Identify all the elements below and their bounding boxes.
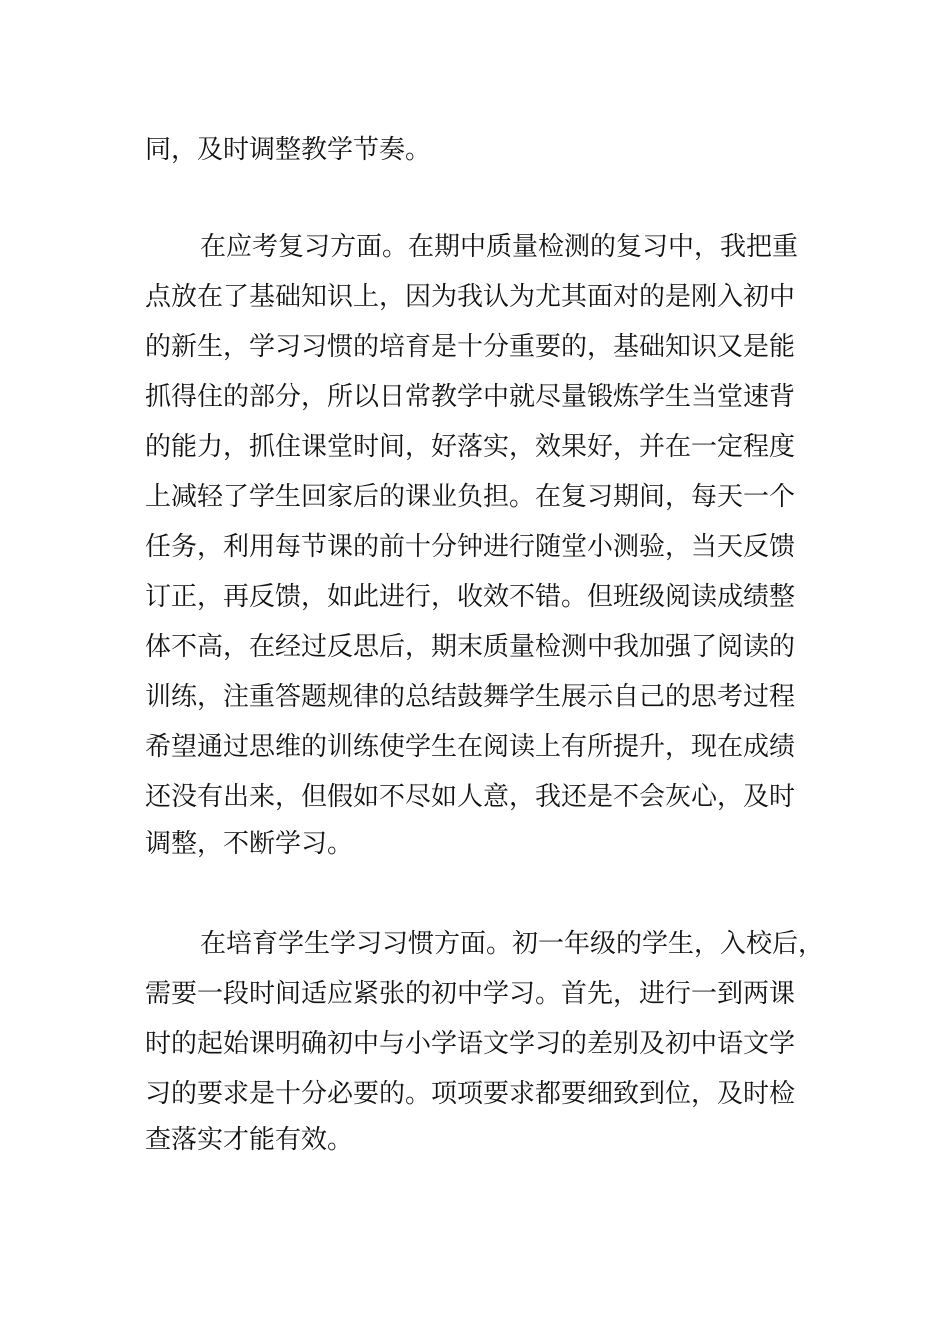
text-line: 希望通过思维的训练使学生在阅读上有所提升，现在成绩 — [145, 732, 796, 762]
text-line: 上减轻了学生回家后的课业负担。在复习期间，每天一个 — [145, 482, 796, 512]
text-line: 点放在了基础知识上，因为我认为尤其面对的是刚入初中 — [145, 282, 796, 312]
text-line: 的能力，抓住课堂时间，好落实，效果好，并在一定程度 — [145, 432, 796, 462]
text-line: 的新生，学习习惯的培育是十分重要的，基础知识又是能 — [145, 332, 796, 362]
text-line: 训练，注重答题规律的总结鼓舞学生展示自己的思考过程 — [145, 682, 796, 712]
paragraph-first-line: 在应考复习方面。在期中质量检测的复习中，我把重 — [200, 232, 799, 262]
text-line: 还没有出来，但假如不尽如人意，我还是不会灰心，及时 — [145, 782, 796, 812]
text-line: 习的要求是十分必要的。项项要求都要细致到位，及时检 — [145, 1079, 796, 1109]
text-line: 时的起始课明确初中与小学语文学习的差别及初中语文学 — [145, 1029, 796, 1059]
text-line: 订正，再反馈，如此进行，收效不错。但班级阅读成绩整 — [145, 582, 796, 612]
text-line: 抓得住的部分，所以日常教学中就尽量锻炼学生当堂速背 — [145, 382, 796, 412]
text-line: 查落实才能有效。 — [145, 1125, 354, 1155]
text-line: 同，及时调整教学节奏。 — [145, 135, 432, 165]
paragraph-first-line: 在培育学生学习习惯方面。初一年级的学生，入校后， — [200, 929, 825, 959]
text-line: 调整，不断学习。 — [145, 829, 354, 859]
text-line: 体不高，在经过反思后，期末质量检测中我加强了阅读的 — [145, 632, 796, 662]
text-line: 需要一段时间适应紧张的初中学习。首先，进行一到两课 — [145, 979, 796, 1009]
text-line: 任务，利用每节课的前十分钟进行随堂小测验，当天反馈 — [145, 532, 796, 562]
